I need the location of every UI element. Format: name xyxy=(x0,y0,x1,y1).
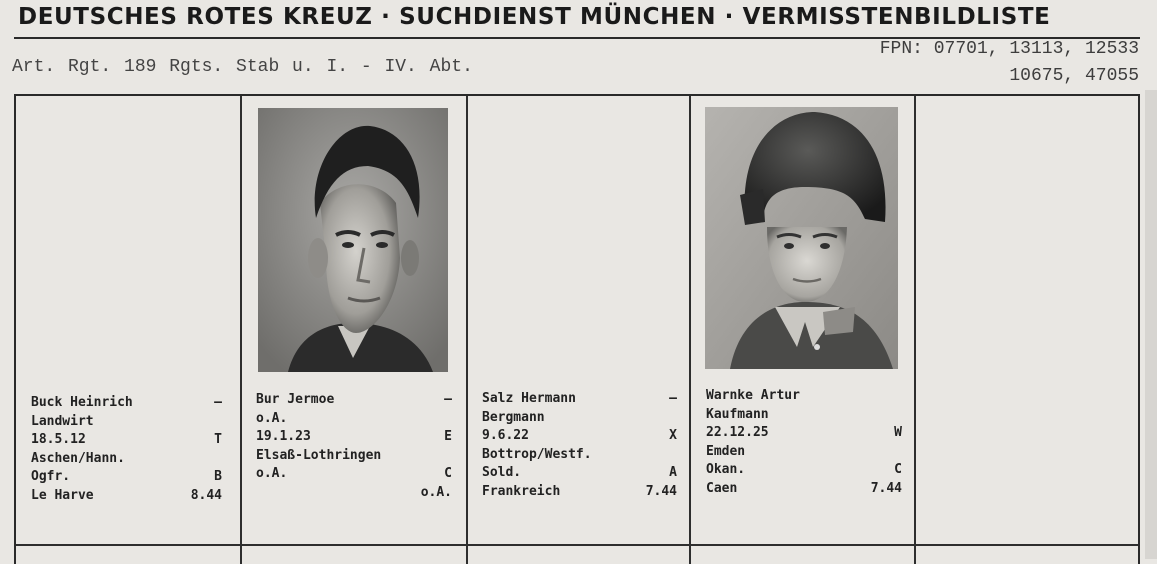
list-title: DEUTSCHES ROTES KREUZ · SUCHDIENST MÜNCHEN · VERMISSTENBILDLISTE xyxy=(18,4,1051,30)
grid-divider xyxy=(240,96,242,564)
occupation: o.A. xyxy=(256,410,288,426)
occupation: Kaufmann xyxy=(706,406,769,422)
portrait-soldier-helmet-icon xyxy=(705,107,898,369)
rank: Ogfr. xyxy=(31,469,71,484)
entry-buck-heinrich xyxy=(31,394,222,505)
rank-mark: B xyxy=(214,469,222,484)
birth-mark: T xyxy=(214,432,222,447)
birth-mark: X xyxy=(669,428,677,443)
birthplace: Elsaß-Lothringen xyxy=(256,447,382,463)
grid-row-divider xyxy=(16,544,1138,546)
occupation: Landwirt xyxy=(31,413,94,429)
grid-divider xyxy=(466,96,468,564)
fpn-line-1: FPN: 07701, 13113, 12533 xyxy=(879,39,1139,59)
occupation: Bergmann xyxy=(482,409,545,425)
rank-mark: C xyxy=(894,462,902,477)
birth-date: 18.5.12 xyxy=(31,432,86,447)
entry-warnke-artur xyxy=(706,387,902,498)
name-mark xyxy=(894,387,902,406)
last-date: 8.44 xyxy=(190,487,222,503)
birthplace: Emden xyxy=(706,443,746,459)
portrait-man-suit-icon xyxy=(258,108,448,372)
last-date: o.A. xyxy=(420,484,452,500)
rank: o.A. xyxy=(256,466,288,481)
field-post-numbers xyxy=(880,36,1139,90)
name-mark: – xyxy=(444,392,452,407)
grid-divider xyxy=(914,96,916,564)
birthplace: Bottrop/Westf. xyxy=(482,446,592,462)
rank-mark: A xyxy=(669,465,677,480)
person-name: Buck Heinrich xyxy=(31,395,133,410)
rank: Okan. xyxy=(706,462,746,477)
portrait-photo-bur-jermoe xyxy=(258,108,448,372)
birth-mark: W xyxy=(894,425,902,440)
name-mark: – xyxy=(669,391,677,406)
page-edge-strip xyxy=(1145,90,1157,559)
last-date: 7.44 xyxy=(645,483,677,499)
last-date: 7.44 xyxy=(870,480,902,496)
name-mark: – xyxy=(214,395,222,410)
fpn-line-2: 10675, 47055 xyxy=(1009,66,1139,86)
birth-date: 22.12.25 xyxy=(706,425,769,440)
birth-mark: E xyxy=(444,429,452,444)
last-place: Caen xyxy=(706,480,738,496)
unit-designation: Art. Rgt. 189 Rgts. Stab u. I. - IV. Abt. xyxy=(12,57,473,77)
birth-date: 9.6.22 xyxy=(482,428,529,443)
birthplace: Aschen/Hann. xyxy=(31,450,125,466)
portrait-photo-warnke-artur xyxy=(705,107,898,369)
person-name: Bur Jermoe xyxy=(256,392,335,407)
entry-salz-hermann xyxy=(482,390,677,501)
last-place: Le Harve xyxy=(31,487,94,503)
person-name: Warnke Artur xyxy=(706,388,800,403)
birth-date: 19.1.23 xyxy=(256,429,311,444)
rank: Sold. xyxy=(482,465,522,480)
entry-bur-jermoe xyxy=(256,391,452,502)
rank-mark: C xyxy=(444,466,452,481)
last-place: Frankreich xyxy=(482,483,561,499)
person-name: Salz Hermann xyxy=(482,391,576,406)
grid-divider xyxy=(689,96,691,564)
